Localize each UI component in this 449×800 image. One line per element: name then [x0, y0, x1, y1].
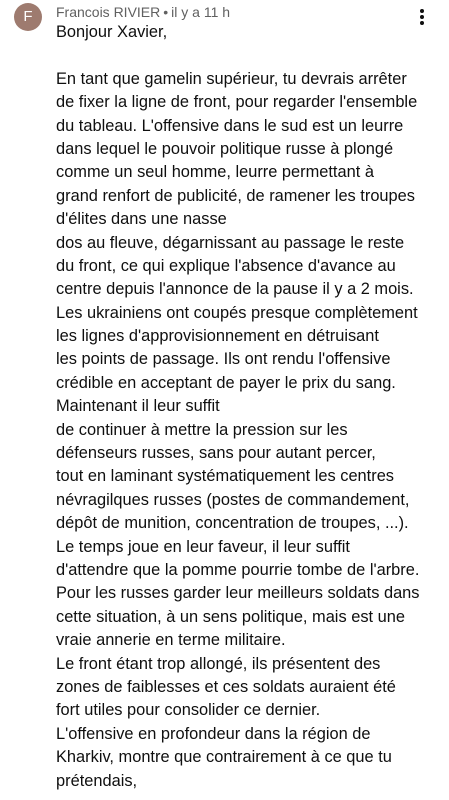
comment-line: du tableau. L'offensive dans le sud est un leurre: [56, 116, 404, 135]
comment-line: Le temps joue en leur faveur, il leur suffit: [56, 537, 350, 556]
comment-line: vraie annerie en terme militaire.: [56, 631, 286, 650]
comment-line: dépôt de munition, concentration de troupes, ...).: [56, 514, 409, 533]
comment-line: les points de passage. Ils ont rendu l'offensive: [56, 350, 391, 369]
comment-line: dans lequel le pouvoir politique russe à plongé: [56, 139, 394, 158]
comment-line: défenseurs russes, sans pour autant percer,: [56, 444, 376, 463]
comment-line: tout en laminant systématiquement les centres: [56, 467, 395, 486]
comment-line: Pour les russes garder leur meilleurs soldats dans: [56, 584, 420, 603]
avatar[interactable]: F: [14, 3, 42, 31]
comment-line: prétendais,: [56, 771, 138, 790]
comment-line: centre depuis l'annonce de la pause il y a 2 mois.: [56, 280, 414, 299]
comment-line: de continuer à mettre la pression sur les: [56, 420, 348, 439]
header-separator: •: [163, 4, 169, 20]
comment-line: d'élites dans une nasse: [56, 210, 227, 229]
comment-line: Maintenant il leur suffit: [56, 397, 220, 416]
comment-line: Les ukrainiens ont coupés presque complètement: [56, 303, 418, 322]
comment-line: dos au fleuve, dégarnissant au passage le reste: [56, 233, 405, 252]
comment-line: Kharkiv, montre que contrairement à ce que tu: [56, 748, 392, 767]
comment-line: crédible en acceptant de payer le prix du sang.: [56, 373, 396, 392]
comment-header: [56, 2, 230, 22]
comment-line: En tant que gamelin supérieur, tu devrais arrêter: [56, 69, 407, 88]
comment-body: [56, 21, 436, 793]
comment-line: grand renfort de publicité, de ramener les troupes: [56, 186, 415, 205]
comment-line: d'attendre que la pomme pourrie tombe de l'arbre.: [56, 560, 420, 579]
comment-timestamp[interactable]: il y a 11 h: [171, 4, 231, 20]
comment-line: Bonjour Xavier,: [56, 23, 168, 41]
author-name[interactable]: Francois RIVIER: [56, 4, 161, 20]
comment-line: cette situation, à un sens politique, mais est une: [56, 607, 405, 626]
comment-line: du front, ce qui explique l'absence d'avance au: [56, 256, 396, 275]
comment-line: comme un seul homme, leurre permettant à: [56, 163, 374, 182]
comment-line: fort utiles pour consolider ce dernier.: [56, 701, 321, 720]
comment-line: zones de faiblesses et ces soldats auraient été: [56, 677, 396, 696]
comment-line: névragilques russes (postes de commandement,: [56, 490, 410, 509]
comment-line: les lignes d'approvisionnement en détruisant: [56, 327, 379, 346]
comment-line: Le front étant trop allongé, ils présentent des: [56, 654, 381, 673]
comment-line: de fixer la ligne de front, pour regarder l'ensemble: [56, 93, 418, 112]
comment-line: L'offensive en profondeur dans la région de: [56, 724, 371, 743]
comment-line: [56, 44, 436, 67]
